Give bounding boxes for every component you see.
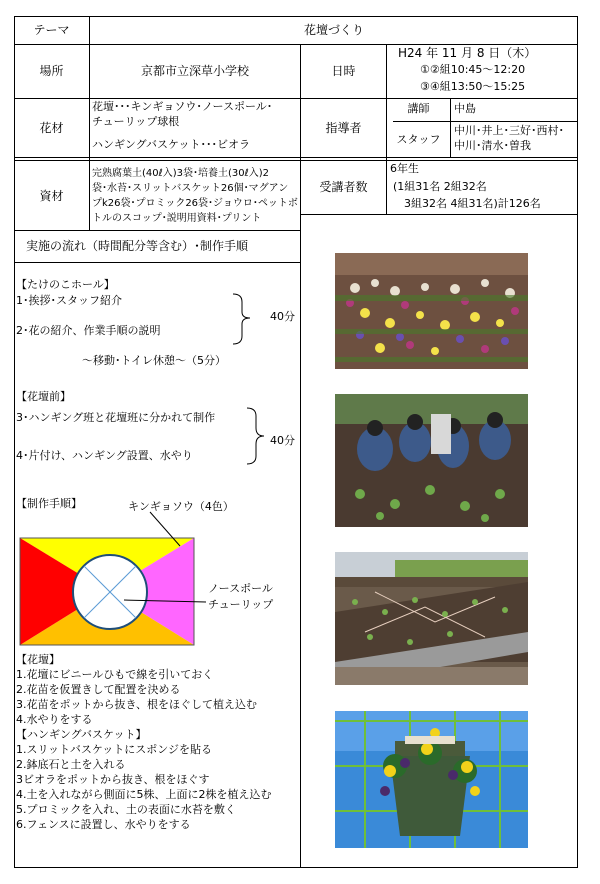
flower-tray-photo bbox=[335, 253, 528, 369]
supplies-line4: トルのスコップ･説明用資料･プリント bbox=[92, 213, 262, 224]
place-label: 場所 bbox=[39, 64, 64, 78]
hall-title: 【たけのこホール】 bbox=[16, 278, 115, 291]
kadan-step-4: 4.水やりをする bbox=[16, 713, 93, 726]
place-value: 京都市立深草小学校 bbox=[140, 64, 249, 78]
hanging-basket-photo bbox=[335, 711, 528, 848]
diagram-label-right2: チューリップ bbox=[208, 598, 274, 611]
supplies-line1: 完熟腐葉土(40ℓ入)3袋･培養土(30ℓ入)2 bbox=[92, 168, 270, 179]
proc-title: 【制作手順】 bbox=[16, 497, 82, 510]
staff-line2: 中川･清水･曽我 bbox=[454, 139, 531, 152]
supplies-label: 資材 bbox=[39, 189, 64, 203]
hall-time: 40分 bbox=[270, 310, 295, 323]
kadan-step-2: 2.花苗を仮置きして配置を決める bbox=[16, 683, 181, 696]
flower-bed-photo bbox=[335, 552, 528, 685]
kadan-step-1: 1.花壇にビニールひもで線を引いておく bbox=[16, 668, 214, 681]
children-planting-photo bbox=[335, 394, 528, 527]
theme-value: 花壇づくり bbox=[303, 23, 364, 37]
diagram-label-right1: ノースポール bbox=[208, 582, 273, 595]
hanging-title: 【ハンギングバスケット】 bbox=[16, 728, 147, 741]
date-label: 日時 bbox=[331, 64, 356, 78]
material-line2: チューリップ球根 bbox=[92, 115, 180, 128]
bed-item3: 3･ハンギング班と花壇班に分かれて制作 bbox=[16, 411, 216, 424]
supplies-line2: 袋･水苔･スリットバスケット26個･マグアン bbox=[92, 183, 289, 194]
date-line1: H24 年 11 月 8 日（木） bbox=[398, 46, 537, 60]
instructor-label: 指導者 bbox=[325, 121, 362, 135]
attendees-label: 受講者数 bbox=[319, 180, 368, 194]
material-label: 花材 bbox=[39, 121, 64, 135]
material-line1: 花壇･･･キンギョソウ･ノースポール･ bbox=[92, 100, 273, 113]
flow-title: 実施の流れ（時間配分等含む）･制作手順 bbox=[26, 239, 249, 253]
hanging-step-3: 3ビオラをポットから抜き、根をほぐす bbox=[16, 773, 210, 786]
lecturer-label: 講師 bbox=[407, 102, 430, 115]
attendees-line2: (1組31名 2組32名 bbox=[393, 180, 487, 193]
hall-item2: 2･花の紹介、作業手順の説明 bbox=[16, 324, 161, 337]
hanging-step-4: 4.土を入れながら側面に5株、上面に2株を植え込む bbox=[16, 788, 272, 801]
attendees-line3: 3組32名 4組31名)計126名 bbox=[404, 197, 541, 210]
bed-time: 40分 bbox=[270, 434, 295, 447]
attendees-line1: 6年生 bbox=[390, 162, 419, 175]
hanging-step-1: 1.スリットバスケットにスポンジを貼る bbox=[16, 743, 213, 756]
material-line3: ハンギングバスケット･･･ビオラ bbox=[92, 138, 250, 151]
kadan-step-3: 3.花苗をポットから抜き、根をほぐして植え込む bbox=[16, 698, 258, 711]
hanging-step-2: 2.鉢底石と土を入れる bbox=[16, 758, 126, 771]
theme-label: テーマ bbox=[33, 23, 70, 37]
bed-item4: 4･片付け、ハンギング設置、水やり bbox=[16, 449, 193, 462]
date-line2: ①②組10:45〜12:20 bbox=[420, 63, 526, 76]
kadan-title: 【花壇】 bbox=[16, 653, 60, 666]
bed-title: 【花壇前】 bbox=[16, 390, 71, 403]
date-line3: ③④組13:50〜15:25 bbox=[420, 80, 526, 93]
supplies-line3: プk26袋･プロミック26袋･ジョウロ･ペットボ bbox=[92, 198, 298, 209]
diagram-label-top: キンギョソウ（4色） bbox=[128, 500, 234, 513]
hall-item1: 1･挨拶･スタッフ紹介 bbox=[16, 294, 122, 307]
hanging-step-6: 6.フェンスに設置し、水やりをする bbox=[16, 818, 191, 831]
break-text: 〜移動･トイレ休憩〜（5分） bbox=[82, 354, 226, 367]
lecturer-value: 中島 bbox=[454, 102, 476, 115]
staff-label: スタッフ bbox=[396, 133, 441, 146]
hanging-step-5: 5.プロミックを入れ、土の表面に水苔を敷く bbox=[16, 803, 236, 816]
staff-line1: 中川･井上･三好･西村･ bbox=[454, 124, 564, 137]
